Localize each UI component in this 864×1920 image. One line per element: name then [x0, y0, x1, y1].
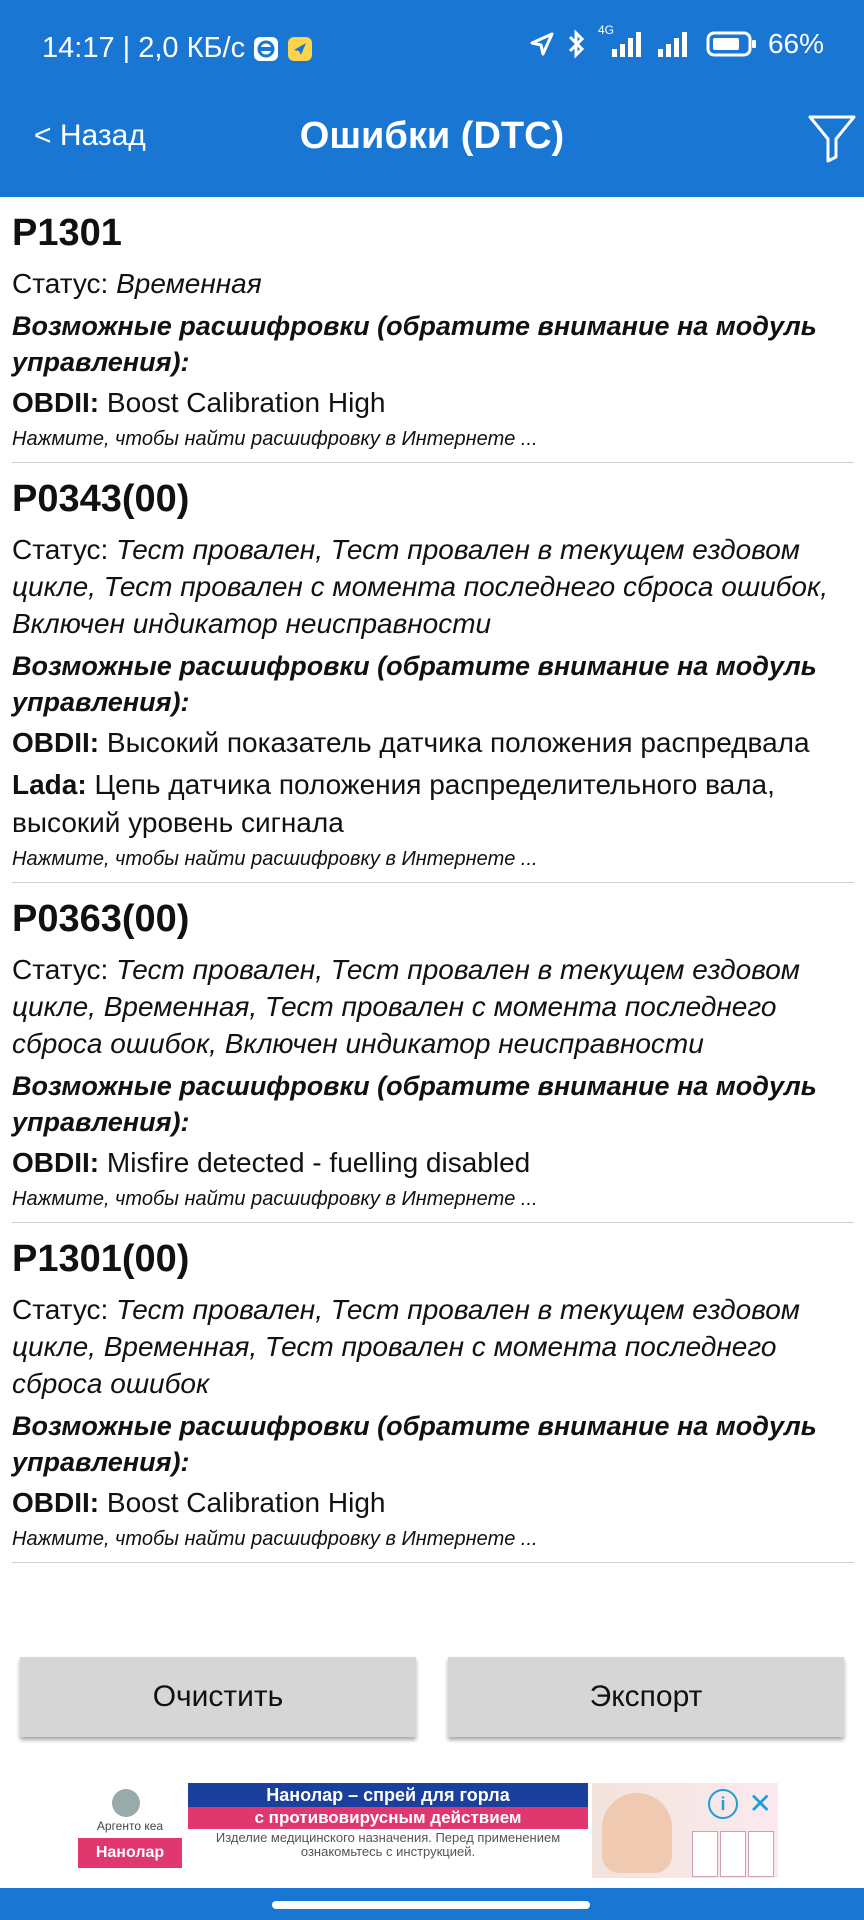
ad-logo — [78, 1783, 182, 1878]
signal-4g-icon — [597, 23, 646, 59]
decode-line — [12, 724, 854, 762]
dtc-list — [0, 197, 864, 1563]
dtc-status — [12, 1291, 854, 1402]
back-button[interactable]: < Назад — [34, 119, 146, 152]
clear-button[interactable]: Очистить — [20, 1657, 416, 1737]
web-search-link[interactable]: Нажмите, чтобы найти расшифровку в Интернете ... — [12, 1528, 538, 1550]
battery-icon — [706, 29, 758, 59]
decode-line — [12, 384, 854, 422]
ad-product-box — [720, 1831, 746, 1877]
dtc-code: P1301 — [12, 212, 122, 254]
ad-logo-emblem — [112, 1789, 140, 1817]
dtc-status — [12, 531, 854, 642]
export-button[interactable]: Экспорт — [448, 1657, 844, 1737]
dtc-item[interactable] — [12, 883, 854, 1223]
dtc-item[interactable] — [12, 197, 854, 463]
page-title: Ошибки (DTC) — [299, 115, 565, 157]
decode-text: Boost Calibration High — [99, 387, 386, 418]
decode-line — [12, 1484, 854, 1522]
ad-info-icon[interactable]: i — [708, 1789, 738, 1819]
dtc-code: P1301(00) — [12, 1238, 190, 1280]
decode-text: Misfire detected - fuelling disabled — [99, 1147, 531, 1178]
decode-hint: Возможные расшифровки (обратите внимание на модуль управления): — [12, 1411, 817, 1477]
decode-hint: Возможные расшифровки (обратите внимание на модуль управления): — [12, 1071, 817, 1137]
ad-brand: Нанолар — [78, 1838, 182, 1868]
decode-text: Boost Calibration High — [99, 1487, 386, 1518]
navigation-bar — [0, 1888, 864, 1920]
status-bar — [0, 0, 864, 97]
status-time-speed: 14:17 | 2,0 КБ/с — [42, 32, 246, 64]
ad-disclaimer: Изделие медицинского назначения. Перед применением ознакомьтесь с инструкцией. — [215, 1830, 561, 1859]
status-label: Статус: — [12, 1294, 117, 1325]
status-label: Статус: — [12, 534, 117, 565]
decode-text: Высокий показатель датчика положения распредвала — [99, 727, 810, 758]
decode-line — [12, 766, 854, 842]
decode-text: Цепь датчика положения распределительного вала, высокий уровень сигнала — [12, 769, 775, 838]
ad-subheadline: с противовирусным действием — [188, 1807, 588, 1829]
status-label: Статус: — [12, 268, 117, 299]
ad-product-box — [692, 1831, 718, 1877]
dtc-status — [12, 265, 854, 302]
dtc-item[interactable] — [12, 463, 854, 883]
status-label: Статус: — [12, 954, 117, 985]
decode-source: OBDII: — [12, 1487, 100, 1518]
bluetooth-icon — [566, 29, 588, 59]
ad-close-icon[interactable]: ✕ — [748, 1788, 772, 1819]
battery-percent: 66% — [767, 28, 824, 59]
decode-source: OBDII: — [12, 727, 100, 758]
dtc-item[interactable] — [12, 1223, 854, 1563]
dtc-code: P0363(00) — [12, 898, 190, 940]
signal-icon — [656, 29, 696, 59]
ad-headline: Нанолар – спрей для горла — [188, 1783, 588, 1807]
dtc-code: P0343(00) — [12, 478, 190, 520]
ad-banner[interactable] — [78, 1783, 778, 1878]
navigation-app-icon — [287, 36, 313, 62]
status-value: Тест провален, Тест провален в текущем ездовом цикле, Тест провален с момента последнего сброса ошибок, Включен индикатор неисправности — [12, 534, 828, 639]
web-search-link[interactable]: Нажмите, чтобы найти расшифровку в Интернете ... — [12, 848, 538, 870]
home-gesture-handle[interactable] — [272, 1901, 590, 1909]
ad-logo-text: Аргенто кеа — [96, 1819, 164, 1833]
decode-hint: Возможные расшифровки (обратите внимание на модуль управления): — [12, 651, 817, 717]
web-search-link[interactable]: Нажмите, чтобы найти расшифровку в Интернете ... — [12, 428, 538, 450]
network-type: 4G — [597, 23, 614, 37]
status-value: Тест провален, Тест провален в текущем ездовом цикле, Временная, Тест провален с момента последнего сброса ошибок, Включен индикатор неисправности — [12, 954, 800, 1059]
decode-source: OBDII: — [12, 1147, 100, 1178]
decode-source: OBDII: — [12, 387, 100, 418]
status-left — [42, 32, 313, 65]
ad-child-image — [602, 1793, 672, 1873]
decode-source: Lada: — [12, 769, 87, 800]
status-value: Тест провален, Тест провален в текущем ездовом цикле, Временная, Тест провален с момента последнего сброса ошибок — [12, 1294, 800, 1399]
decode-line — [12, 1144, 854, 1182]
web-search-link[interactable]: Нажмите, чтобы найти расшифровку в Интернете ... — [12, 1188, 538, 1210]
status-right — [528, 23, 824, 60]
decode-hint: Возможные расшифровки (обратите внимание на модуль управления): — [12, 311, 817, 377]
filter-icon[interactable] — [804, 109, 860, 165]
location-icon — [528, 30, 556, 58]
ad-product-box — [748, 1831, 774, 1877]
app-bar — [0, 97, 864, 197]
status-value: Временная — [116, 268, 262, 299]
app-notification-icon — [253, 36, 279, 62]
dtc-status — [12, 951, 854, 1062]
